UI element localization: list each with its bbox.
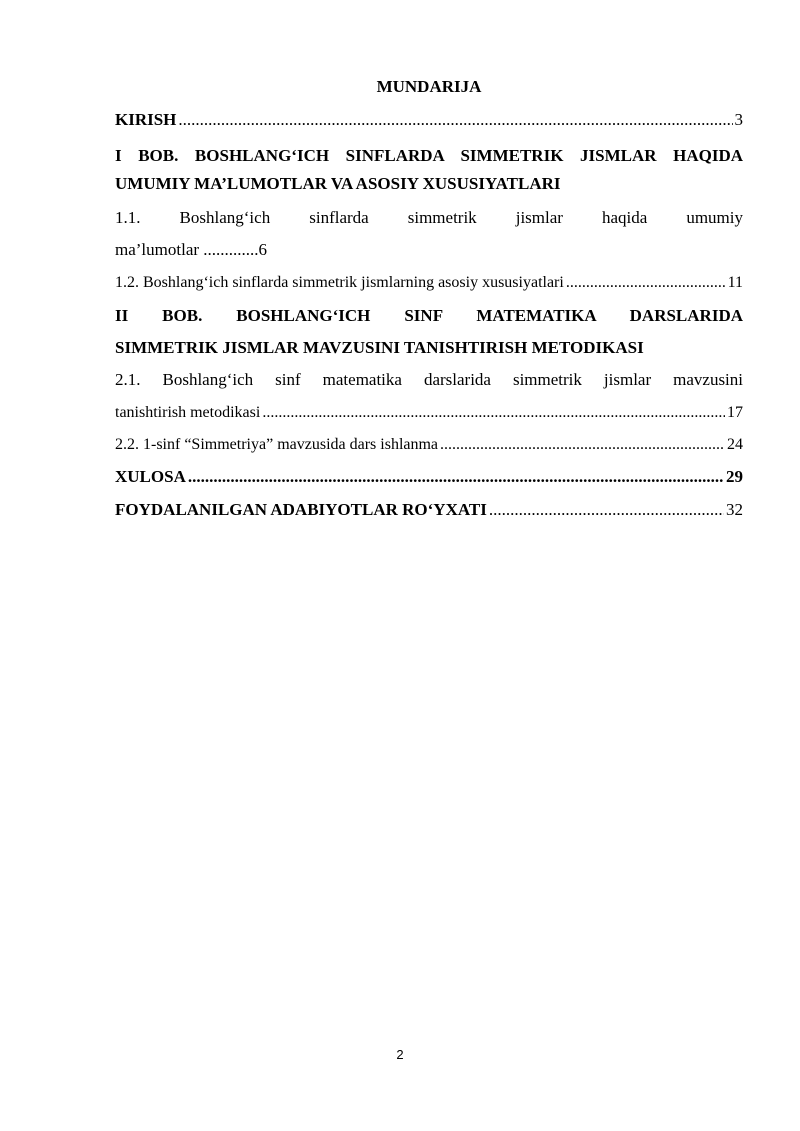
toc-section-1-1-line-2[interactable]: ma’lumotlar .............6	[115, 240, 268, 259]
toc-page-number: 32	[726, 500, 743, 519]
page-number: 2	[396, 1047, 404, 1062]
toc-entry-label: XULOSA	[115, 467, 186, 486]
toc-chapter-1-line-2[interactable]: UMUMIY MA’LUMOTLAR VA ASOSIY XUSUSIYATLARI	[115, 174, 561, 193]
toc-entry-label: tanishtirish metodikasi	[115, 404, 261, 421]
toc-section-1-1-line-1[interactable]: 1.1. Boshlang‘ich sinflarda simmetrik jismlar haqida umumiy	[115, 208, 743, 227]
toc-title: MUNDARIJA	[376, 77, 482, 96]
toc-page-number: 3	[734, 110, 743, 129]
toc-entry-xulosa[interactable]	[115, 466, 743, 488]
toc-section-1-2[interactable]	[115, 272, 743, 294]
toc-entry-label: FOYDALANILGAN ADABIYOTLAR RO‘YXATI	[115, 500, 487, 519]
toc-entry-kirish[interactable]	[115, 109, 743, 131]
toc-page-number: 29	[726, 467, 743, 486]
toc-section-2-2[interactable]	[115, 434, 743, 456]
toc-entry-label: 2.2. 1-sinf “Simmetriya” mavzusida dars ishlanma	[115, 436, 439, 453]
toc-section-2-1-line-2[interactable]	[115, 402, 743, 424]
toc-section-2-1-line-1[interactable]: 2.1. Boshlang‘ich sinf matematika darslarida simmetrik jismlar mavzusini	[115, 370, 743, 389]
toc-entry-references[interactable]	[115, 499, 743, 521]
dot-leader	[262, 402, 725, 424]
toc-entry-label: KIRISH	[115, 110, 177, 129]
dot-leader	[188, 466, 724, 488]
toc-page-number: 11	[727, 274, 743, 291]
dot-leader	[178, 109, 732, 131]
dot-leader	[440, 434, 725, 456]
toc-entry-label: 1.2. Boshlang‘ich sinflarda simmetrik jismlarning asosiy xususiyatlari	[115, 274, 564, 291]
toc-page-number: 24	[727, 436, 743, 453]
toc-chapter-1-line-1[interactable]: I BOB. BOSHLANG‘ICH SINFLARDA SIMMETRIK JISMLAR HAQIDA	[115, 146, 743, 165]
dot-leader	[489, 499, 724, 521]
toc-chapter-2-line-1[interactable]: II BOB. BOSHLANG‘ICH SINF MATEMATIKA DARSLARIDA	[115, 306, 743, 325]
dot-leader	[566, 272, 726, 294]
toc-page-number: 17	[727, 404, 743, 421]
toc-chapter-2-line-2[interactable]: SIMMETRIK JISMLAR MAVZUSINI TANISHTIRISH METODIKASI	[115, 338, 644, 357]
